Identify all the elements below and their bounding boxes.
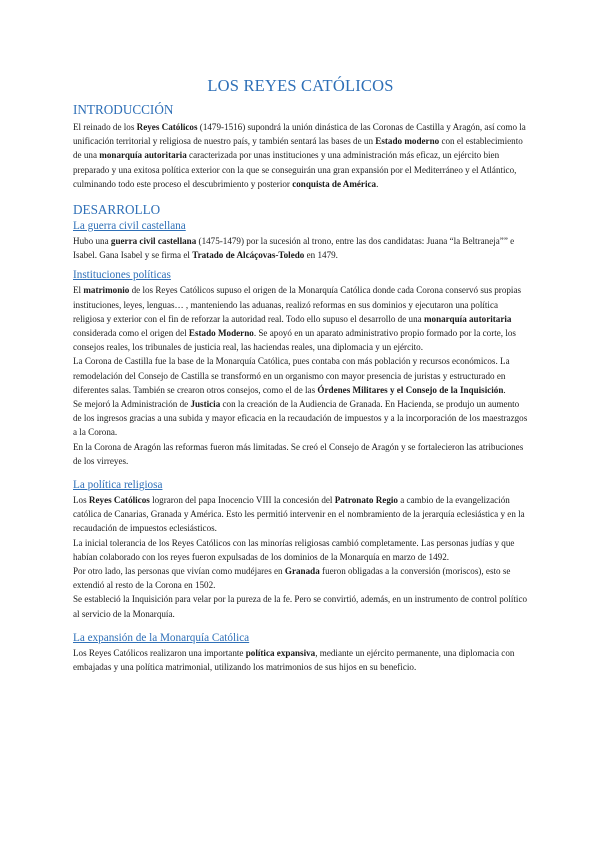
section-heading-desarrollo: DESARROLLO (73, 202, 161, 218)
spacer (73, 262, 528, 269)
bold-term: Granada (284, 566, 320, 577)
text-run: a cambio de la evangelización católica de Canarias, Granada y América. Esto les permitió intervenir en el nombramiento de la jerarquía eclesiástica y en la recaudación de impuestos eclesiásticos. (73, 495, 525, 534)
text-run: con el establecimiento de una (73, 136, 523, 161)
bold-term: guerra civil castellana (110, 236, 197, 247)
text-run: Se estableció la Inquisición para velar por la pureza de la fe. Pero se convirtió, además, en un instrumento de control político al servicio de la Monarquía. (73, 594, 528, 619)
text-run: lograron del papa Inocencio VIII la concesión del (149, 495, 335, 506)
text-run: El (73, 285, 84, 296)
paragraph (73, 354, 528, 397)
paragraph (73, 592, 528, 620)
subsection-heading-guerra: La guerra civil castellana (73, 220, 186, 233)
bold-term: matrimonio (83, 285, 130, 296)
subsection-heading-religiosa: La política religiosa (73, 479, 163, 492)
text-run: (1475-1479) por la sucesión al trono, entre las dos candidatas: Juana “la Beltraneja”” e Isabel. Gana Isabel y se firma el (73, 236, 515, 261)
bold-term: Tratado de Alcáçovas-Toledo (192, 250, 305, 261)
paragraph (73, 564, 528, 592)
bold-term: Reyes Católicos (88, 495, 150, 506)
paragraph (73, 234, 528, 262)
bold-term: monarquía autoritaria (423, 313, 512, 324)
paragraph (73, 646, 528, 674)
spacer (73, 191, 528, 202)
bold-term: monarquía autoritaria (99, 150, 187, 161)
text-run: , mediante un ejército permanente, una diplomacia con embajadas y una política matrimonial, utilizando los matrimonios de sus hijos en su beneficio. (73, 647, 515, 673)
text-run: Los (73, 495, 89, 506)
text-run: Se mejoró la Administración de (73, 399, 191, 410)
text-run: caracterizada por unas instituciones y una administración más eficaz, un ejército bien preparado y una exitosa política exterior con la que se conseguirán una gran expansión por el Mediterráneo y el Atlántico, culminando todo este proceso el descubrimiento y posterior (73, 150, 517, 189)
spacer (73, 468, 528, 479)
text-run: Por otro lado, las personas que vivían como mudéjares en (73, 566, 285, 577)
text-run: Los Reyes Católicos realizaron una importante (73, 647, 246, 658)
bold-term: Patronato Regio (334, 495, 398, 506)
bold-term: Órdenes Militares y el Consejo de la Inquisición (317, 384, 504, 395)
intro-body (73, 120, 528, 191)
guerra-body (73, 234, 528, 262)
text-run: considerada como el origen del (73, 328, 189, 339)
text-run: . (503, 384, 506, 395)
paragraph (73, 120, 528, 191)
religiosa-body (73, 493, 528, 621)
instituciones-body (73, 283, 528, 468)
subsection-heading-instituciones: Instituciones políticas (73, 269, 171, 282)
page-title: LOS REYES CATÓLICOS (207, 76, 394, 95)
bold-term: Estado Moderno (188, 328, 254, 339)
text-run: de los Reyes Católicos supuso el origen de la Monarquía Católica donde cada Corona conservó sus propias instituciones, leyes, lenguas… , manteniendo las aduanas, realizó reformas en sus dominios y ejecutaron una política religiosa y exterior con el fin de reforzar la autoridad real. Todo ello supuso el desarrollo de una (73, 285, 522, 324)
document-content (73, 76, 528, 674)
text-run: En la Corona de Aragón las reformas fueron más limitadas. Se creó el Consejo de Aragón y se fortalecieron las atribuciones de los virreyes. (73, 441, 524, 466)
text-run: La inicial tolerancia de los Reyes Católicos con las minorías religiosas cambió completamente. Las personas judías y que habían colaborado con los reyes fueron expulsadas de los dominios de la Monarquía en marzo de 1492. (73, 537, 515, 562)
paragraph (73, 440, 528, 468)
bold-term: Reyes Católicos (136, 122, 198, 132)
text-run: fueron obligadas a la conversión (moriscos), esto se extendió al resto de la Corona en 1502. (73, 566, 511, 591)
text-run: . Se apoyó en un aparato administrativo propio formado por la corte, los consejos reales, los tribunales de justicia real, las haciendas reales, una diplomacia y un ejército. (73, 328, 516, 353)
bold-term: Justicia (190, 399, 221, 410)
paragraph (73, 283, 528, 354)
text-run: con la creación de la Audiencia de Granada. En Hacienda, se produjo un aumento de los ingresos gracias a una subida y mayor eficacia en la recaudación de impuestos y a la incorporación de los maestrazgos a la Corona. (73, 399, 528, 438)
text-run: (1479-1516) supondrá la unión dinástica de las Coronas de Castilla y Aragón, así como la unificación territorial y religiosa de nuestro país, y también sentará las bases de un (73, 122, 526, 147)
paragraph (73, 536, 528, 564)
text-run: La Corona de Castilla fue la base de la Monarquía Católica, pues contaba con más población y recursos económicos. La remodelación del Consejo de Castilla se transformó en un organismo con mayor presencia de juristas y estructurado en diferentes salas. También se crearon otros consejos, como el de las (73, 356, 510, 395)
bold-term: política expansiva (245, 647, 316, 658)
paragraph (73, 397, 528, 440)
text-run: en 1479. (304, 250, 338, 261)
bold-term: Estado moderno (375, 136, 440, 147)
expansion-body (73, 646, 528, 674)
text-run: El reinado de los (73, 122, 137, 132)
paragraph (73, 493, 528, 536)
spacer (73, 621, 528, 632)
bold-term: conquista de América (292, 178, 377, 189)
text-run: Hubo una (73, 236, 111, 247)
subsection-heading-expansion: La expansión de la Monarquía Católica (73, 631, 250, 644)
section-heading-intro: INTRODUCCIÓN (73, 102, 174, 117)
text-run: . (376, 178, 379, 189)
